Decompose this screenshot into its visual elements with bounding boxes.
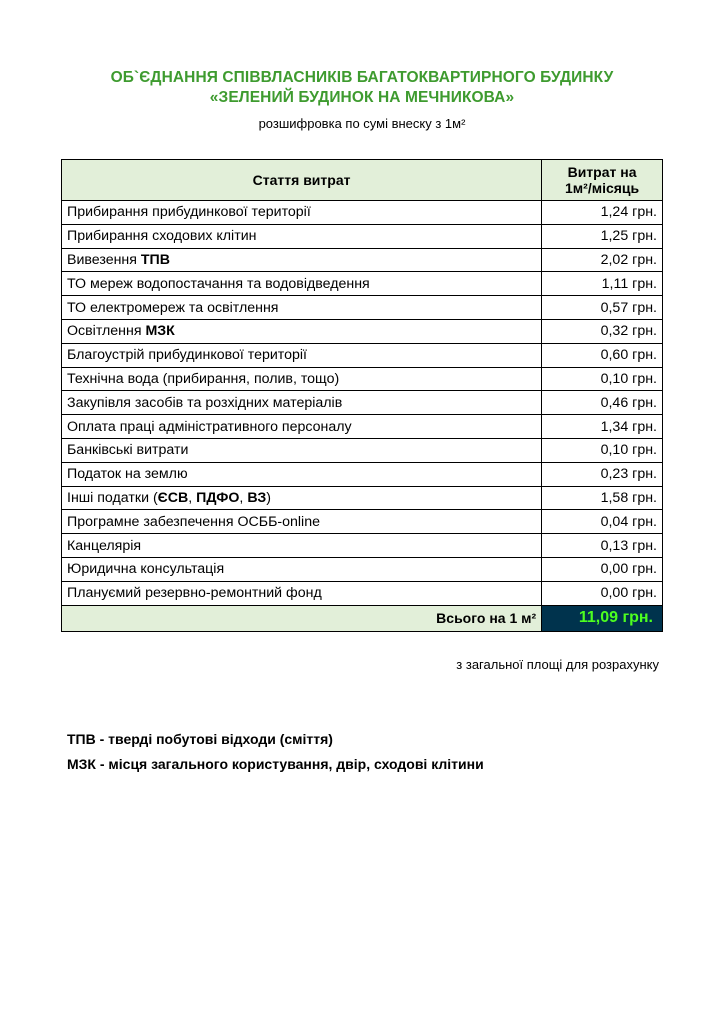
cost-item-value: 1,11 грн. <box>542 272 663 296</box>
title-line-2: «ЗЕЛЕНИЙ БУДИНОК НА МЕЧНИКОВА» <box>209 89 515 106</box>
cost-item-value: 1,34 грн. <box>542 415 663 439</box>
cost-item-text: ТО електромереж та освітлення <box>67 299 279 316</box>
table-row <box>62 201 663 225</box>
abbreviation: ЄСВ <box>157 489 189 506</box>
cost-item-name <box>62 224 542 248</box>
cost-item-text: Благоустрій прибудинкової території <box>67 347 307 364</box>
column-header-item: Стаття витрат <box>62 160 542 201</box>
cost-item-name <box>62 534 542 558</box>
abbreviation: ТПВ <box>140 251 170 268</box>
cost-item-value: 0,10 грн. <box>542 367 663 391</box>
legend-tpv: ТПВ - тверді побутові відходи (сміття) <box>67 731 333 747</box>
table-row <box>62 319 663 343</box>
table-row <box>62 367 663 391</box>
column-header-value-line-1: Витрат на <box>567 164 637 180</box>
cost-item-name <box>62 391 542 415</box>
table-row <box>62 248 663 272</box>
cost-item-text: Податок на землю <box>67 466 188 483</box>
cost-item-name <box>62 438 542 462</box>
cost-item-name <box>62 201 542 225</box>
cost-item-value: 0,60 грн. <box>542 343 663 367</box>
cost-item-text: Прибирання сходових клітин <box>67 228 257 245</box>
cost-item-name <box>62 248 542 272</box>
cost-item-name <box>62 296 542 320</box>
table-row <box>62 534 663 558</box>
table-row <box>62 272 663 296</box>
table-row <box>62 486 663 510</box>
cost-item-value: 0,46 грн. <box>542 391 663 415</box>
cost-item-text: Плануємий резервно-ремонтний фонд <box>67 585 322 602</box>
cost-item-text: Освітлення <box>67 323 146 340</box>
table-row <box>62 415 663 439</box>
cost-item-value: 1,58 грн. <box>542 486 663 510</box>
table-row <box>62 438 663 462</box>
cost-item-name <box>62 319 542 343</box>
table-body <box>62 201 663 606</box>
cost-item-text: Технічна вода (прибирання, полив, тощо) <box>67 370 340 387</box>
cost-item-name <box>62 415 542 439</box>
cost-item-name <box>62 486 542 510</box>
cost-item-value: 0,57 грн. <box>542 296 663 320</box>
cost-item-text: Оплата праці адміністративного персоналу <box>67 418 352 435</box>
cost-item-value: 1,24 грн. <box>542 201 663 225</box>
cost-item-text: ) <box>266 489 271 506</box>
cost-item-name <box>62 367 542 391</box>
cost-item-text: Юридична консультація <box>67 561 225 578</box>
cost-item-name <box>62 581 542 605</box>
cost-item-value: 0,00 грн. <box>542 557 663 581</box>
table-row <box>62 557 663 581</box>
costs-table <box>61 159 663 632</box>
legend-mzk: МЗК - місця загального користування, двір, сходові клітини <box>67 756 484 772</box>
title-line-1: ОБ`ЄДНАННЯ СПІВВЛАСНИКІВ БАГАТОКВАРТИРНОГО БУДИНКУ <box>110 69 614 86</box>
table-row <box>62 462 663 486</box>
table-row <box>62 391 663 415</box>
area-note: з загальної площі для розрахунку <box>456 657 659 672</box>
column-header-value-line-2: 1м²/місяць <box>565 180 640 196</box>
cost-item-text: ТО мереж водопостачання та водовідведення <box>67 275 370 292</box>
cost-item-value: 0,32 грн. <box>542 319 663 343</box>
cost-item-value: 2,02 грн. <box>542 248 663 272</box>
document-subtitle: розшифровка по сумі внеску з 1м² <box>258 116 466 131</box>
abbreviation: ПДФО <box>196 489 240 506</box>
cost-item-text: Програмне забезпечення ОСББ-online <box>67 513 320 530</box>
cost-item-name <box>62 272 542 296</box>
table-row <box>62 296 663 320</box>
table-row <box>62 581 663 605</box>
cost-item-text: , <box>188 489 197 506</box>
total-label: Всього на 1 м² <box>62 605 542 631</box>
table-row <box>62 510 663 534</box>
cost-item-text: Канцелярія <box>67 537 142 554</box>
cost-item-text: Банківські витрати <box>67 442 189 459</box>
table-row <box>62 343 663 367</box>
cost-item-text: Інші податки ( <box>67 489 158 506</box>
total-row <box>62 605 663 631</box>
column-header-value <box>542 160 663 201</box>
cost-item-text: , <box>239 489 248 506</box>
cost-item-value: 0,00 грн. <box>542 581 663 605</box>
cost-item-value: 0,23 грн. <box>542 462 663 486</box>
cost-item-name <box>62 557 542 581</box>
cost-item-text: Вивезення <box>67 251 141 268</box>
cost-item-name <box>62 343 542 367</box>
cost-item-name <box>62 510 542 534</box>
document-title <box>0 68 724 108</box>
cost-item-value: 0,10 грн. <box>542 438 663 462</box>
total-value: 11,09 грн. <box>542 605 663 631</box>
cost-item-value: 1,25 грн. <box>542 224 663 248</box>
table-header-row <box>62 160 663 201</box>
abbreviation: МЗК <box>145 323 175 340</box>
cost-item-name <box>62 462 542 486</box>
abbreviation: ВЗ <box>247 489 267 506</box>
table-row <box>62 224 663 248</box>
cost-item-value: 0,13 грн. <box>542 534 663 558</box>
cost-item-text: Прибирання прибудинкової території <box>67 204 311 221</box>
cost-item-value: 0,04 грн. <box>542 510 663 534</box>
cost-item-text: Закупівля засобів та розхідних матеріалів <box>67 394 343 411</box>
